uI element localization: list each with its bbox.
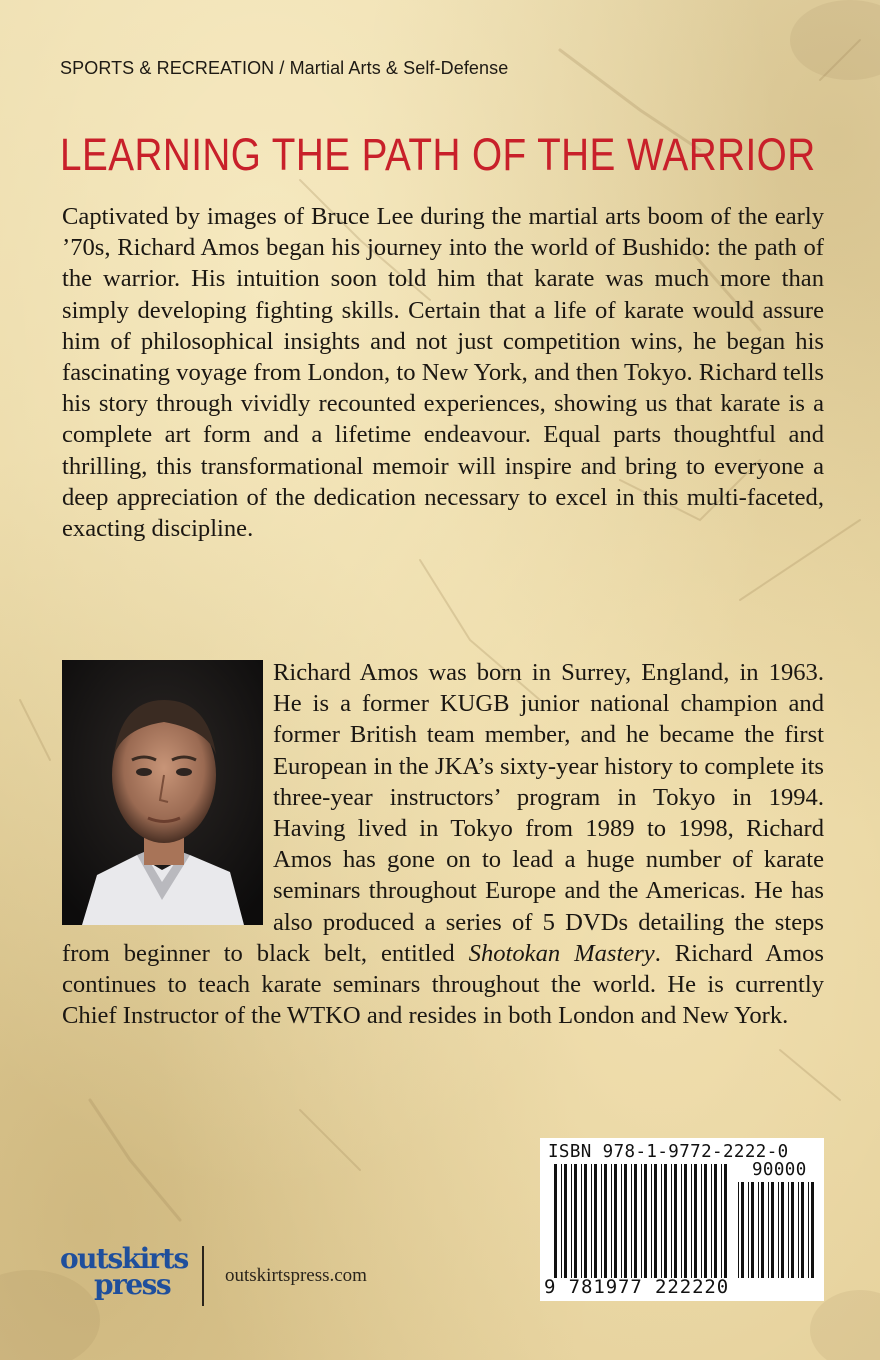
barcode-bar bbox=[738, 1182, 739, 1278]
barcode-bar bbox=[691, 1164, 692, 1278]
barcode-bar bbox=[751, 1182, 754, 1278]
barcode-bar bbox=[644, 1164, 647, 1278]
barcode-bar bbox=[641, 1164, 642, 1278]
barcode-bar bbox=[771, 1182, 774, 1278]
barcode-bar bbox=[604, 1164, 607, 1278]
barcode-bar bbox=[761, 1182, 764, 1278]
barcode-bar bbox=[571, 1164, 572, 1278]
publisher-logo-top: outskirts bbox=[60, 1242, 188, 1275]
barcode-bar bbox=[801, 1182, 804, 1278]
barcode-bar bbox=[614, 1164, 617, 1278]
barcode-bar bbox=[574, 1164, 577, 1278]
price-code: 90000 bbox=[752, 1160, 807, 1180]
barcode-bar bbox=[748, 1182, 749, 1278]
barcode-bar bbox=[788, 1182, 789, 1278]
barcode-bar bbox=[711, 1164, 712, 1278]
barcode-bar bbox=[671, 1164, 672, 1278]
barcode-bar bbox=[564, 1164, 567, 1278]
barcode-bar bbox=[601, 1164, 602, 1278]
publisher-website: outskirtspress.com bbox=[225, 1265, 367, 1286]
barcode-bar bbox=[554, 1164, 557, 1278]
publisher-logo-bottom: press bbox=[94, 1268, 171, 1301]
barcode-bar bbox=[624, 1164, 627, 1278]
author-bio-section bbox=[62, 657, 824, 1031]
barcode-bar bbox=[661, 1164, 662, 1278]
dvd-series-title: Shotokan Mastery bbox=[468, 939, 655, 967]
barcode-bar bbox=[581, 1164, 582, 1278]
barcode-bar bbox=[798, 1182, 799, 1278]
barcode-bar bbox=[651, 1164, 652, 1278]
barcode-bar bbox=[611, 1164, 612, 1278]
logo-divider bbox=[202, 1246, 204, 1306]
barcode-bar bbox=[741, 1182, 744, 1278]
barcode-bar bbox=[778, 1182, 779, 1278]
barcode-bar bbox=[631, 1164, 632, 1278]
barcode-bar bbox=[561, 1164, 562, 1278]
barcode-bar bbox=[781, 1182, 784, 1278]
barcode-bar bbox=[811, 1182, 814, 1278]
barcode-bar bbox=[594, 1164, 597, 1278]
book-title: LEARNING THE PATH OF THE WARRIOR bbox=[60, 129, 816, 180]
barcode-bar bbox=[584, 1164, 587, 1278]
author-photo bbox=[62, 660, 263, 925]
barcode-bar bbox=[681, 1164, 682, 1278]
barcode-bar bbox=[694, 1164, 697, 1278]
barcode-bar bbox=[721, 1164, 722, 1278]
author-bio-text-2: . Richard Amos continues to teach karate seminars throughout the world. He is currently Chief Instructor of the WTKO and resides in both London and New York. bbox=[62, 939, 824, 1030]
barcode-bar bbox=[704, 1164, 707, 1278]
category-label: SPORTS & RECREATION / Martial Arts & Self-Defense bbox=[60, 58, 509, 78]
barcode-bar bbox=[654, 1164, 657, 1278]
barcode-bar bbox=[664, 1164, 667, 1278]
barcode-bar bbox=[674, 1164, 677, 1278]
barcode-bar bbox=[724, 1164, 727, 1278]
author-bio-text-1: Richard Amos was born in Surrey, England, in 1963. He is a former KUGB junior national champion and former British team member, and he became the first European in the JKA’s sixty-year history to complete its three-year instructors’ program in Tokyo in 1994. Having lived in Tokyo from 1989 to 1998, Richard Amos has gone on to lead a huge number of karate seminars throughout Europe and the Americas. He has also produced a series of 5 DVDs detailing the steps from beginner to black belt, entitled bbox=[62, 659, 824, 967]
book-blurb: Captivated by images of Bruce Lee during the martial arts boom of the early ’70s, Richard Amos began his journey into the world of Bushido: the path of the warrior. His intuition soon told him that karate was much more than simply developing fighting skills. Certain that a life of karate would assure him of philosophical insights and not just competition wins, he began his fascinating voyage from London, to New York, and then Tokyo. Richard tells his story through vividly recounted experiences, showing us that karate is a complete art form and a lifetime endeavour. Equal parts thoughtful and thrilling, this transformational memoir will inspire and bring to everyone a deep appreciation of the dedication necessary to excel in this multi-faceted, exacting discipline. bbox=[62, 203, 824, 543]
barcode-bar bbox=[791, 1182, 794, 1278]
barcode-bar bbox=[808, 1182, 809, 1278]
barcode-bar bbox=[714, 1164, 717, 1278]
barcode-bar bbox=[684, 1164, 687, 1278]
barcode-bar bbox=[634, 1164, 637, 1278]
barcode-bar bbox=[591, 1164, 592, 1278]
isbn-label: ISBN 978-1-9772-2222-0 bbox=[548, 1142, 789, 1162]
barcode-bar bbox=[701, 1164, 702, 1278]
publisher-logo bbox=[60, 1242, 188, 1305]
isbn-barcode bbox=[540, 1138, 824, 1301]
barcode-bar bbox=[768, 1182, 769, 1278]
barcode-bar bbox=[758, 1182, 759, 1278]
barcode-bar bbox=[621, 1164, 622, 1278]
ean-digits: 9 781977 222220 bbox=[544, 1276, 730, 1298]
